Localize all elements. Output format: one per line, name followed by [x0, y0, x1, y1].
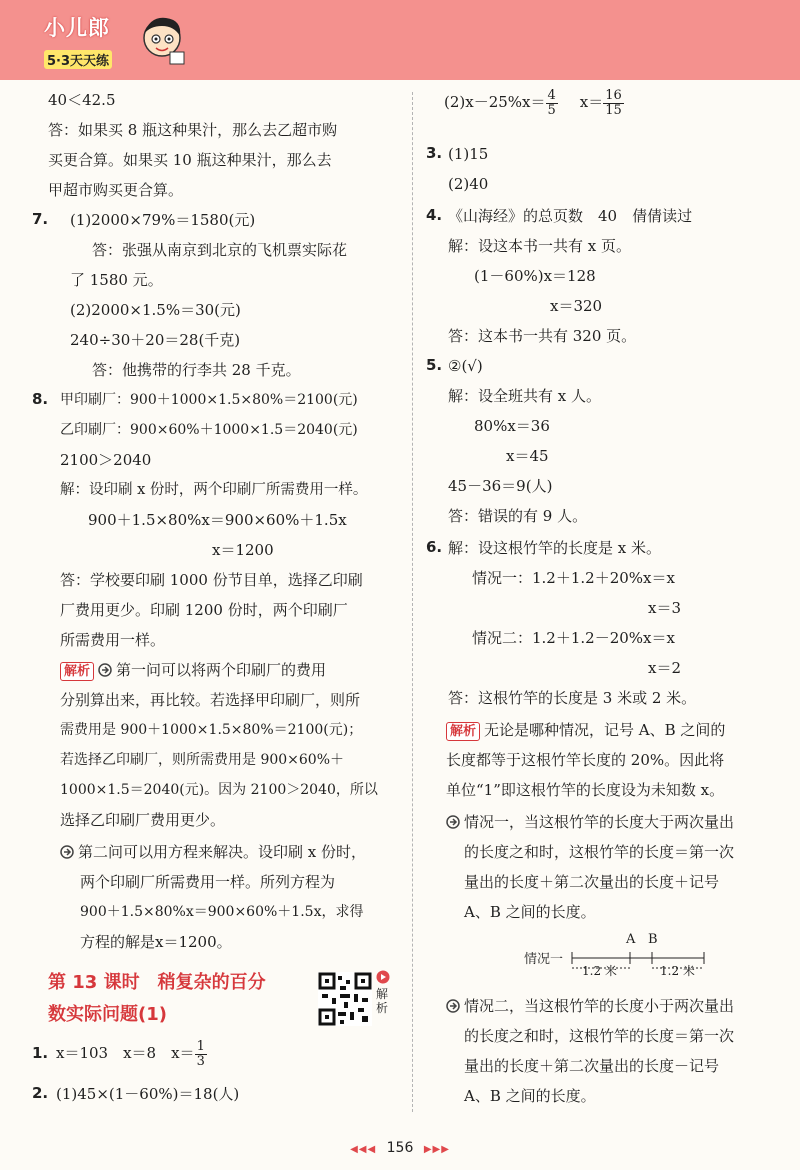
analysis-line: 的长度之和时，这根竹竿的长度＝第一次 — [464, 1027, 735, 1045]
answer-line: 答：这本书一共有 320 页。 — [448, 327, 637, 345]
answer-line: 答：张强从南京到北京的飞机票实际花 — [92, 241, 348, 259]
question-number: 5. — [426, 356, 443, 374]
question-number: 7. — [32, 210, 49, 228]
page-arrow-left-icon: ◀◀◀ — [350, 1144, 377, 1155]
answer-line: 乙印刷厂：900×60%＋1000×1.5＝2040(元) — [60, 422, 358, 438]
arrow-bullet-icon — [446, 999, 460, 1013]
answer-line — [56, 1034, 207, 1072]
fraction-numerator: 4 — [547, 87, 556, 103]
fraction-denominator: 5 — [547, 102, 556, 118]
answer-line: 解：设印刷 x 份时，两个印刷厂所需费用一样。 — [60, 482, 368, 498]
answer-text: x＝103 x＝8 x＝ — [56, 1044, 195, 1062]
diagram-label: 情况一 — [524, 952, 564, 967]
answer-line: 45－36＝9(人) — [448, 477, 553, 495]
fraction — [546, 89, 558, 118]
analysis-text: 无论是哪种情况，记号 A、B 之间的 — [484, 721, 726, 739]
fraction-numerator: 1 — [196, 1038, 205, 1054]
equation-line: (1－60%)x＝128 — [474, 267, 596, 285]
analysis-tag: 解析 — [446, 722, 480, 741]
lesson-title: 第 13 课时 稍复杂的百分 — [48, 972, 266, 993]
fraction-denominator: 15 — [605, 102, 622, 118]
lesson-title: 数实际问题(1) — [48, 1004, 167, 1025]
analysis-line: 选择乙印刷厂费用更少。 — [60, 811, 226, 829]
analysis-line: A、B 之间的长度。 — [464, 903, 596, 921]
answer-line: 答：错误的有 9 人。 — [448, 507, 588, 525]
analysis-line — [60, 660, 326, 681]
logo-title: 小儿郎 — [44, 16, 110, 40]
answer-line: 40＜42.5 — [48, 91, 116, 109]
equation-line: x＝2 — [648, 659, 682, 677]
fraction-denominator: 3 — [196, 1053, 205, 1069]
page-number: 156 — [386, 1140, 414, 1156]
analysis-line: 分别算出来，再比较。若选择甲印刷厂，则所 — [60, 691, 361, 709]
answer-line: 答：如果买 8 瓶这种果汁，那么去乙超市购 — [48, 121, 338, 139]
analysis-tag: 解析 — [60, 662, 94, 681]
mascot-icon — [136, 12, 188, 68]
answer-line: (1)15 — [448, 145, 489, 163]
question-number: 4. — [426, 206, 443, 224]
question-number: 3. — [426, 144, 443, 162]
equation-line — [444, 82, 624, 122]
qr-label — [376, 970, 394, 1015]
analysis-line: A、B 之间的长度。 — [464, 1087, 596, 1105]
equation-line: 情况二：1.2＋1.2－20%x＝x — [472, 629, 675, 647]
qr-label-text: 解析 — [376, 987, 389, 1015]
equation-text: (2)x－25%x＝ — [444, 93, 546, 111]
answer-line: 买更合算。如果买 10 瓶这种果汁，那么去 — [48, 151, 332, 169]
answer-line: (1)45×(1－60%)＝18(人) — [56, 1085, 240, 1103]
question-number: 2. — [32, 1084, 49, 1102]
equation-line: x＝45 — [506, 447, 549, 465]
column-divider — [412, 92, 413, 1112]
answer-line: 解：设这本书一共有 x 页。 — [448, 237, 631, 255]
case-diagram — [524, 932, 714, 982]
analysis-text: 情况二，当这根竹竿的长度小于两次量出 — [464, 997, 735, 1015]
analysis-line: 单位“1”即这根竹竿的长度设为未知数 x。 — [446, 781, 725, 799]
answer-line: 答：他携带的行李共 28 千克。 — [92, 361, 301, 379]
arrow-bullet-icon — [98, 663, 112, 677]
equation-line: x＝320 — [550, 297, 603, 315]
play-icon — [376, 970, 390, 984]
analysis-line: 900＋1.5×80%x＝900×60%＋1.5x，求得 — [80, 904, 364, 920]
fraction — [603, 89, 624, 118]
equation-line: 80%x＝36 — [474, 417, 550, 435]
header-banner — [0, 0, 800, 80]
analysis-line — [446, 720, 725, 741]
answer-line: (2)2000×1.5%＝30(元) — [70, 301, 241, 319]
analysis-text: 第一问可以将两个印刷厂的费用 — [116, 661, 327, 679]
answer-line: (2)40 — [448, 175, 489, 193]
answer-line: 答：学校要印刷 1000 份节目单，选择乙印刷 — [60, 571, 363, 589]
question-number: 6. — [426, 538, 443, 556]
answer-line: 所需费用一样。 — [60, 631, 166, 649]
analysis-text: 第二问可以用方程来解决。设印刷 x 份时， — [78, 843, 366, 861]
analysis-line: 的长度之和时，这根竹竿的长度＝第一次 — [464, 843, 735, 861]
diagram-measure: 1.2 米 — [660, 964, 695, 978]
page-footer — [340, 1140, 460, 1156]
analysis-line — [60, 842, 366, 862]
arrow-bullet-icon — [60, 845, 74, 859]
answer-line: (1)2000×79%＝1580(元) — [70, 211, 256, 229]
arrow-bullet-icon — [446, 815, 460, 829]
answer-line: 解：设这根竹竿的长度是 x 米。 — [448, 539, 661, 557]
fraction — [195, 1040, 207, 1069]
equation-line: 情况一：1.2＋1.2＋20%x＝x — [472, 569, 675, 587]
equation-line: x＝3 — [648, 599, 682, 617]
answer-line: 了 1580 元。 — [70, 271, 163, 289]
analysis-line: 长度都等于这根竹竿长度的 20%。因此将 — [446, 751, 725, 769]
analysis-line: 1000×1.5＝2040(元)。因为 2100＞2040，所以 — [60, 782, 378, 798]
answer-line: 答：这根竹竿的长度是 3 米或 2 米。 — [448, 689, 697, 707]
question-number: 1. — [32, 1044, 49, 1062]
logo-subtitle: 5·3天天练 — [44, 50, 112, 69]
answer-line: 2100＞2040 — [60, 451, 152, 469]
brand-logo — [40, 12, 170, 72]
equation-text: x＝ — [579, 93, 604, 111]
page-arrow-right-icon: ▶▶▶ — [423, 1144, 450, 1155]
equation-line: x＝1200 — [212, 541, 274, 559]
answer-line: ②(√) — [448, 357, 483, 375]
analysis-line: 需费用是 900＋1000×1.5×80%＝2100(元)； — [60, 722, 363, 738]
diagram-point-a: A — [626, 932, 636, 947]
diagram-point-b: B — [648, 932, 658, 947]
answer-line: 240÷30＋20＝28(千克) — [70, 331, 241, 349]
qr-code-icon[interactable] — [318, 972, 372, 1026]
analysis-line: 方程的解是x＝1200。 — [80, 933, 232, 951]
question-number: 8. — [32, 390, 49, 408]
analysis-line: 两个印刷厂所需费用一样。所列方程为 — [80, 873, 336, 891]
analysis-line: 量出的长度＋第二次量出的长度＋记号 — [464, 873, 720, 891]
analysis-line — [446, 812, 734, 832]
equation-line: 900＋1.5×80%x＝900×60%＋1.5x — [88, 511, 347, 529]
fraction-numerator: 16 — [605, 87, 622, 103]
analysis-text: 情况一，当这根竹竿的长度大于两次量出 — [464, 813, 735, 831]
answer-line: 甲印刷厂：900＋1000×1.5×80%＝2100(元) — [60, 392, 358, 408]
answer-line: 解：设全班共有 x 人。 — [448, 387, 601, 405]
answer-line: 《山海经》的总页数 40 倩倩读过 — [448, 207, 693, 225]
analysis-line: 量出的长度＋第二次量出的长度－记号 — [464, 1057, 720, 1075]
analysis-line — [446, 996, 734, 1016]
answer-line: 厂费用更少。印刷 1200 份时，两个印刷厂 — [60, 601, 348, 619]
diagram-measure: 1.2 米 — [582, 964, 617, 978]
analysis-line: 若选择乙印刷厂，则所需费用是 900×60%＋ — [60, 752, 345, 768]
answer-line: 甲超市购买更合算。 — [48, 181, 184, 199]
